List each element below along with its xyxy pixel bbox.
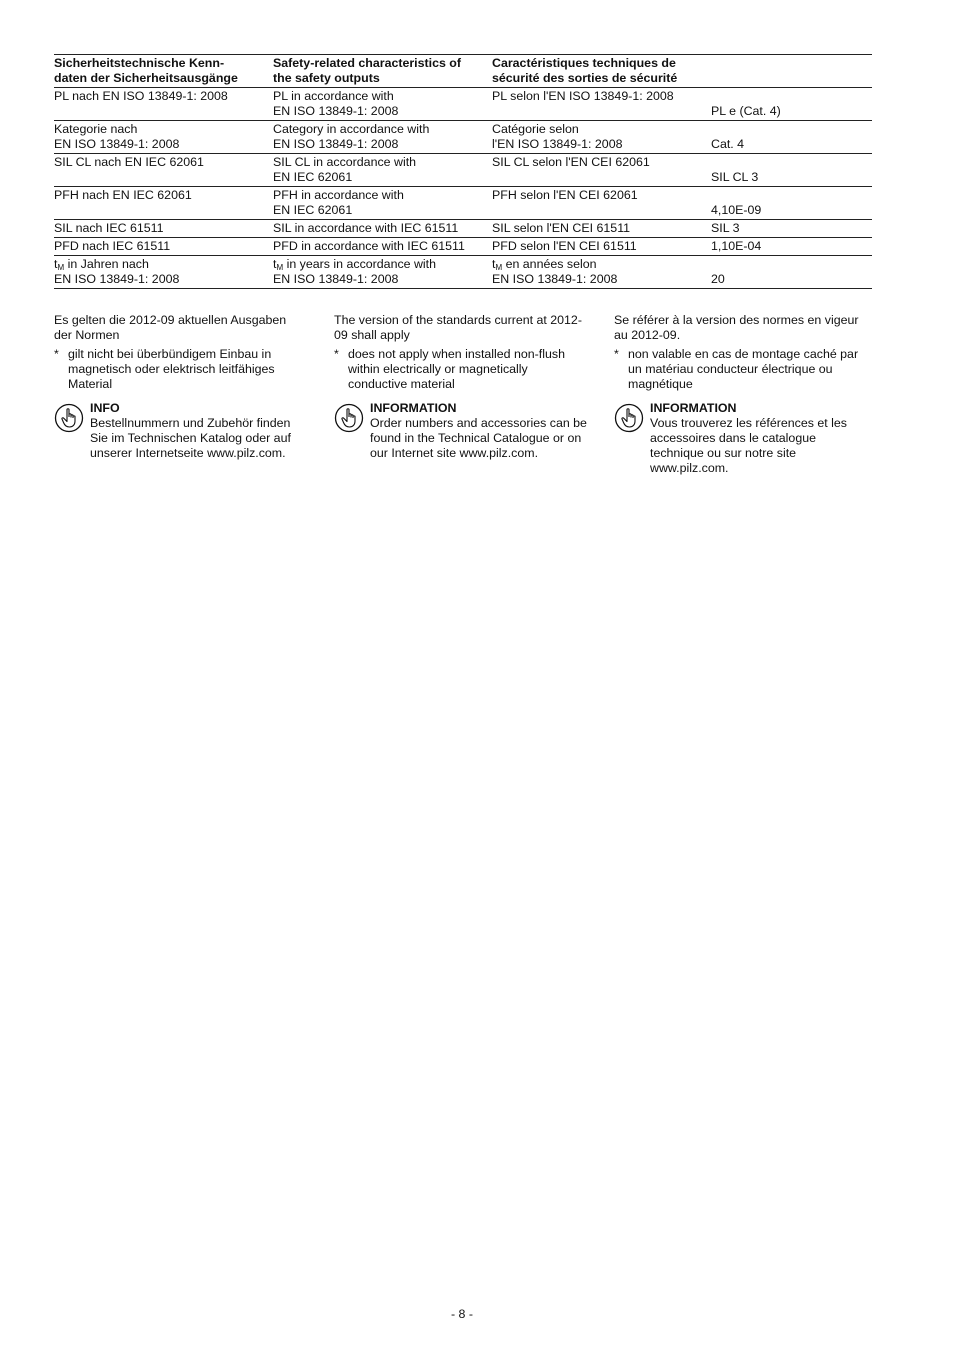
- cell-en: $t_M$ in years in accordance with EN ISO 13849-1: 2008: [273, 257, 437, 286]
- table-row: [54, 187, 872, 220]
- info-block: [614, 401, 872, 476]
- info-block: [334, 401, 588, 461]
- footnote: * does not apply when installed non-flush within electrically or magnetically conductive material: [334, 347, 565, 391]
- info-block: [54, 401, 306, 461]
- info-title: INFORMATION: [650, 401, 737, 415]
- cell-fr: $t_M$ en années selon EN ISO 13849-1: 2008: [492, 257, 618, 286]
- pointing-hand-icon: [334, 403, 364, 433]
- cell-en: PL in accordance with EN ISO 13849-1: 2008: [273, 89, 399, 118]
- cell-value: 1,10E-04: [711, 239, 762, 253]
- notes-de: [54, 313, 306, 461]
- standards-note: Se référer à la version des normes en vigeur au 2012-09.: [614, 313, 859, 342]
- info-title: INFO: [90, 401, 120, 415]
- safety-characteristics-table: [54, 54, 872, 289]
- cell-en: Category in accordance with EN ISO 13849-1: 2008: [273, 122, 430, 151]
- pointing-hand-icon: [614, 403, 644, 433]
- notes-en: [334, 313, 588, 461]
- cell-fr: PFD selon l'EN CEI 61511: [492, 239, 637, 253]
- cell-de: SIL CL nach EN IEC 62061: [54, 155, 204, 169]
- cell-en: SIL CL in accordance with EN IEC 62061: [273, 155, 417, 184]
- table-row: [54, 88, 872, 121]
- header-value: [711, 55, 872, 88]
- table-row: [54, 121, 872, 154]
- cell-value: PL e (Cat. 4): [711, 104, 781, 118]
- footnote: * gilt nicht bei überbündigem Einbau in magnetisch oder elektrisch leitfähiges Material: [54, 347, 275, 391]
- header-de: Sicherheitstechnische Kenn- daten der Sicherheitsausgänge: [54, 56, 238, 85]
- cell-de: PL nach EN ISO 13849-1: 2008: [54, 89, 228, 103]
- table-row: [54, 220, 872, 238]
- notes-fr: [614, 313, 872, 476]
- cell-value: Cat. 4: [711, 137, 745, 151]
- cell-fr: Catégorie selon l'EN ISO 13849-1: 2008: [492, 122, 623, 151]
- header-fr: Caractéristiques techniques de sécurité des sorties de sécurité: [492, 56, 678, 85]
- cell-fr: PFH selon l'EN CEI 62061: [492, 188, 638, 202]
- info-title: INFORMATION: [370, 401, 457, 415]
- cell-fr: SIL CL selon l'EN CEI 62061: [492, 155, 650, 169]
- info-text: Vous trouverez les références et les accessoires dans le catalogue technique ou sur notre site www.pilz.com.: [650, 416, 847, 475]
- cell-de: PFD nach IEC 61511: [54, 239, 171, 253]
- cell-value: 4,10E-09: [711, 203, 762, 217]
- table-row: [54, 238, 872, 256]
- header-en: Safety-related characteristics of the safety outputs: [273, 56, 462, 85]
- cell-value: SIL 3: [711, 221, 740, 235]
- table-row-tm: [54, 256, 872, 289]
- info-text: Bestellnummern und Zubehör finden Sie im Technischen Katalog oder auf unserer Internetseite www.pilz.com.: [90, 416, 291, 460]
- cell-en: SIL in accordance with IEC 61511: [273, 221, 459, 235]
- page-number: - 8 -: [450, 1307, 474, 1321]
- footnote: * non valable en cas de montage caché par un matériau conducteur électrique ou magnétique: [614, 347, 859, 391]
- cell-de: $t_M$ in Jahren nach EN ISO 13849-1: 2008: [54, 257, 180, 286]
- cell-value: 20: [711, 272, 725, 286]
- cell-en: PFD in accordance with IEC 61511: [273, 239, 465, 253]
- table-row: [54, 154, 872, 187]
- cell-value: SIL CL 3: [711, 170, 759, 184]
- cell-en: PFH in accordance with EN IEC 62061: [273, 188, 404, 217]
- info-text: Order numbers and accessories can be found in the Technical Catalogue or on our Internet site www.pilz.com.: [370, 416, 587, 460]
- cell-fr: SIL selon l'EN CEI 61511: [492, 221, 631, 235]
- cell-fr: PL selon l'EN ISO 13849-1: 2008: [492, 89, 674, 103]
- table-header-row: [54, 55, 872, 88]
- cell-de: PFH nach EN IEC 62061: [54, 188, 192, 202]
- cell-de: Kategorie nach EN ISO 13849-1: 2008: [54, 122, 180, 151]
- standards-note: Es gelten die 2012-09 aktuellen Ausgaben der Normen: [54, 313, 287, 342]
- standards-note: The version of the standards current at 2012-09 shall apply: [334, 313, 582, 342]
- pointing-hand-icon: [54, 403, 84, 433]
- cell-de: SIL nach IEC 61511: [54, 221, 164, 235]
